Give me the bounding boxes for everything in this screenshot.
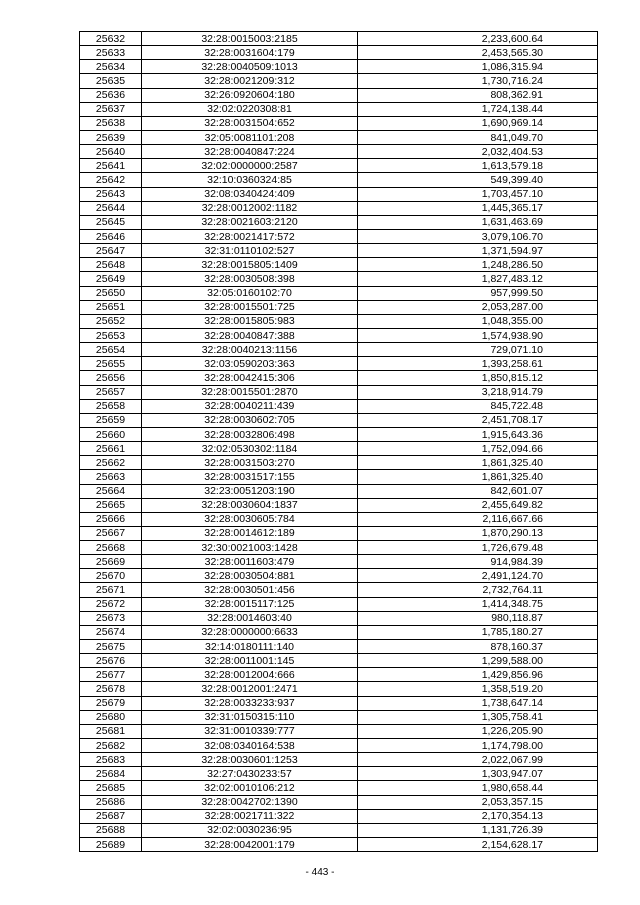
cadastral-value-cell: 1,703,457.10 [358, 187, 598, 201]
row-number-cell: 25640 [80, 145, 142, 159]
cadastral-value-cell: 1,174,798.00 [358, 739, 598, 753]
table-row [80, 456, 598, 470]
table-row [80, 625, 598, 639]
row-number-cell: 25671 [80, 583, 142, 597]
cadastral-value-cell: 1,631,463.69 [358, 215, 598, 229]
cadastral-number-cell: 32:28:0030601:1253 [142, 753, 358, 767]
table-row [80, 569, 598, 583]
cadastral-number-cell: 32:23:0051203:190 [142, 484, 358, 498]
cadastral-number-cell: 32:28:0015805:983 [142, 314, 358, 328]
cadastral-number-cell: 32:02:0000000:2587 [142, 159, 358, 173]
cadastral-value-cell: 1,248,286.50 [358, 258, 598, 272]
cadastral-value-cell: 842,601.07 [358, 484, 598, 498]
cadastral-value-cell: 1,086,315.94 [358, 60, 598, 74]
cadastral-value-cell: 957,999.50 [358, 286, 598, 300]
cadastral-value-cell: 1,131,726.39 [358, 823, 598, 837]
row-number-cell: 25673 [80, 611, 142, 625]
row-number-cell: 25657 [80, 385, 142, 399]
table-row [80, 823, 598, 837]
cadastral-value-cell: 1,738,647.14 [358, 696, 598, 710]
table-row [80, 286, 598, 300]
cadastral-value-cell: 3,079,106.70 [358, 229, 598, 243]
cadastral-value-cell: 1,303,947.07 [358, 767, 598, 781]
table-row [80, 60, 598, 74]
table-row [80, 484, 598, 498]
cadastral-number-cell: 32:31:0110102:527 [142, 244, 358, 258]
registry-table [79, 31, 598, 852]
table-row [80, 272, 598, 286]
row-number-cell: 25669 [80, 555, 142, 569]
cadastral-number-cell: 32:05:0160102:70 [142, 286, 358, 300]
cadastral-value-cell: 1,574,938.90 [358, 328, 598, 342]
cadastral-value-cell: 729,071.10 [358, 343, 598, 357]
cadastral-value-cell: 2,455,649.82 [358, 498, 598, 512]
table-row [80, 130, 598, 144]
cadastral-value-cell: 1,861,325.40 [358, 456, 598, 470]
row-number-cell: 25651 [80, 300, 142, 314]
row-number-cell: 25676 [80, 654, 142, 668]
table-row [80, 258, 598, 272]
cadastral-number-cell: 32:28:0042702:1390 [142, 795, 358, 809]
table-row [80, 696, 598, 710]
cadastral-value-cell: 1,827,483.12 [358, 272, 598, 286]
cadastral-number-cell: 32:28:0014603:40 [142, 611, 358, 625]
row-number-cell: 25688 [80, 823, 142, 837]
row-number-cell: 25632 [80, 32, 142, 46]
cadastral-number-cell: 32:28:0040509:1013 [142, 60, 358, 74]
cadastral-number-cell: 32:28:0031604:179 [142, 46, 358, 60]
table-row [80, 640, 598, 654]
table-row [80, 668, 598, 682]
cadastral-value-cell: 549,399.40 [358, 173, 598, 187]
cadastral-number-cell: 32:28:0021209:312 [142, 74, 358, 88]
cadastral-value-cell: 1,980,658.44 [358, 781, 598, 795]
cadastral-value-cell: 1,726,679.48 [358, 541, 598, 555]
cadastral-value-cell: 1,393,258.61 [358, 357, 598, 371]
table-row [80, 413, 598, 427]
table-row [80, 541, 598, 555]
cadastral-value-cell: 914,984.39 [358, 555, 598, 569]
cadastral-value-cell: 2,233,600.64 [358, 32, 598, 46]
row-number-cell: 25663 [80, 470, 142, 484]
cadastral-number-cell: 32:28:0030508:398 [142, 272, 358, 286]
row-number-cell: 25687 [80, 809, 142, 823]
table-row [80, 526, 598, 540]
row-number-cell: 25685 [80, 781, 142, 795]
cadastral-value-cell: 1,785,180.27 [358, 625, 598, 639]
table-row [80, 597, 598, 611]
cadastral-value-cell: 2,032,404.53 [358, 145, 598, 159]
cadastral-value-cell: 2,022,067.99 [358, 753, 598, 767]
cadastral-number-cell: 32:28:0011603:479 [142, 555, 358, 569]
cadastral-number-cell: 32:28:0015003:2185 [142, 32, 358, 46]
row-number-cell: 25680 [80, 710, 142, 724]
cadastral-number-cell: 32:14:0180111:140 [142, 640, 358, 654]
cadastral-number-cell: 32:28:0030501:456 [142, 583, 358, 597]
cadastral-number-cell: 32:02:0010106:212 [142, 781, 358, 795]
cadastral-value-cell: 2,116,667.66 [358, 512, 598, 526]
row-number-cell: 25636 [80, 88, 142, 102]
cadastral-number-cell: 32:05:0081101:208 [142, 130, 358, 144]
cadastral-value-cell: 841,049.70 [358, 130, 598, 144]
row-number-cell: 25647 [80, 244, 142, 258]
row-number-cell: 25674 [80, 625, 142, 639]
row-number-cell: 25646 [80, 229, 142, 243]
table-row [80, 46, 598, 60]
cadastral-value-cell: 3,218,914.79 [358, 385, 598, 399]
table-row [80, 159, 598, 173]
row-number-cell: 25659 [80, 413, 142, 427]
cadastral-number-cell: 32:28:0040211:439 [142, 399, 358, 413]
registry-table-body [80, 32, 598, 852]
table-row [80, 470, 598, 484]
table-row [80, 781, 598, 795]
cadastral-number-cell: 32:28:0040847:224 [142, 145, 358, 159]
cadastral-value-cell: 1,414,348.75 [358, 597, 598, 611]
cadastral-number-cell: 32:28:0012001:2471 [142, 682, 358, 696]
row-number-cell: 25664 [80, 484, 142, 498]
cadastral-number-cell: 32:31:0010339:777 [142, 724, 358, 738]
row-number-cell: 25677 [80, 668, 142, 682]
row-number-cell: 25641 [80, 159, 142, 173]
cadastral-value-cell: 808,362.91 [358, 88, 598, 102]
cadastral-value-cell: 1,613,579.18 [358, 159, 598, 173]
row-number-cell: 25670 [80, 569, 142, 583]
cadastral-number-cell: 32:28:0015501:2870 [142, 385, 358, 399]
table-row [80, 357, 598, 371]
row-number-cell: 25681 [80, 724, 142, 738]
table-row [80, 809, 598, 823]
table-row [80, 88, 598, 102]
row-number-cell: 25682 [80, 739, 142, 753]
table-row [80, 753, 598, 767]
row-number-cell: 25660 [80, 427, 142, 441]
cadastral-value-cell: 1,305,758.41 [358, 710, 598, 724]
cadastral-number-cell: 32:28:0031503:270 [142, 456, 358, 470]
table-row [80, 583, 598, 597]
table-row [80, 300, 598, 314]
table-row [80, 498, 598, 512]
table-row [80, 371, 598, 385]
cadastral-number-cell: 32:02:0220308:81 [142, 102, 358, 116]
cadastral-number-cell: 32:28:0015501:725 [142, 300, 358, 314]
row-number-cell: 25649 [80, 272, 142, 286]
row-number-cell: 25643 [80, 187, 142, 201]
cadastral-number-cell: 32:28:0015805:1409 [142, 258, 358, 272]
table-row [80, 654, 598, 668]
row-number-cell: 25635 [80, 74, 142, 88]
cadastral-value-cell: 1,915,643.36 [358, 427, 598, 441]
cadastral-value-cell: 2,732,764.11 [358, 583, 598, 597]
row-number-cell: 25637 [80, 102, 142, 116]
table-row [80, 767, 598, 781]
cadastral-value-cell: 980,118.87 [358, 611, 598, 625]
cadastral-value-cell: 878,160.37 [358, 640, 598, 654]
cadastral-value-cell: 2,053,287.00 [358, 300, 598, 314]
row-number-cell: 25633 [80, 46, 142, 60]
cadastral-number-cell: 32:03:0590203:363 [142, 357, 358, 371]
cadastral-value-cell: 1,429,856.96 [358, 668, 598, 682]
row-number-cell: 25683 [80, 753, 142, 767]
row-number-cell: 25686 [80, 795, 142, 809]
cadastral-value-cell: 1,861,325.40 [358, 470, 598, 484]
row-number-cell: 25653 [80, 328, 142, 342]
cadastral-value-cell: 1,850,815.12 [358, 371, 598, 385]
row-number-cell: 25668 [80, 541, 142, 555]
table-row [80, 328, 598, 342]
cadastral-value-cell: 1,358,519.20 [358, 682, 598, 696]
table-row [80, 710, 598, 724]
row-number-cell: 25678 [80, 682, 142, 696]
table-row [80, 314, 598, 328]
cadastral-value-cell: 2,451,708.17 [358, 413, 598, 427]
cadastral-value-cell: 1,752,094.66 [358, 442, 598, 456]
cadastral-number-cell: 32:27:0430233:57 [142, 767, 358, 781]
cadastral-number-cell: 32:28:0015117:125 [142, 597, 358, 611]
registry-table-container [79, 31, 597, 852]
cadastral-value-cell: 845,722.48 [358, 399, 598, 413]
page-number: - 443 - [305, 867, 335, 878]
table-row [80, 385, 598, 399]
table-row [80, 32, 598, 46]
row-number-cell: 25638 [80, 116, 142, 130]
row-number-cell: 25679 [80, 696, 142, 710]
table-row [80, 343, 598, 357]
cadastral-number-cell: 32:28:0011001:145 [142, 654, 358, 668]
table-row [80, 173, 598, 187]
cadastral-number-cell: 32:28:0032806:498 [142, 427, 358, 441]
cadastral-value-cell: 2,170,354.13 [358, 809, 598, 823]
cadastral-value-cell: 1,730,716.24 [358, 74, 598, 88]
row-number-cell: 25634 [80, 60, 142, 74]
cadastral-number-cell: 32:28:0014612:189 [142, 526, 358, 540]
row-number-cell: 25662 [80, 456, 142, 470]
cadastral-value-cell: 1,870,290.13 [358, 526, 598, 540]
table-row [80, 512, 598, 526]
cadastral-value-cell: 1,226,205.90 [358, 724, 598, 738]
table-row [80, 682, 598, 696]
cadastral-number-cell: 32:02:0030236:95 [142, 823, 358, 837]
cadastral-value-cell: 1,724,138.44 [358, 102, 598, 116]
table-row [80, 74, 598, 88]
cadastral-number-cell: 32:28:0030605:784 [142, 512, 358, 526]
cadastral-value-cell: 2,491,124.70 [358, 569, 598, 583]
row-number-cell: 25684 [80, 767, 142, 781]
table-row [80, 201, 598, 215]
row-number-cell: 25652 [80, 314, 142, 328]
cadastral-value-cell: 1,690,969.14 [358, 116, 598, 130]
table-row [80, 838, 598, 852]
cadastral-value-cell: 2,154,628.17 [358, 838, 598, 852]
row-number-cell: 25648 [80, 258, 142, 272]
cadastral-value-cell: 1,445,365.17 [358, 201, 598, 215]
cadastral-number-cell: 32:28:0030504:881 [142, 569, 358, 583]
cadastral-number-cell: 32:28:0042001:179 [142, 838, 358, 852]
table-row [80, 215, 598, 229]
cadastral-number-cell: 32:28:0012004:666 [142, 668, 358, 682]
cadastral-number-cell: 32:28:0000000:6633 [142, 625, 358, 639]
row-number-cell: 25689 [80, 838, 142, 852]
cadastral-number-cell: 32:28:0031517:155 [142, 470, 358, 484]
row-number-cell: 25661 [80, 442, 142, 456]
cadastral-value-cell: 1,371,594.97 [358, 244, 598, 258]
cadastral-number-cell: 32:28:0030602:705 [142, 413, 358, 427]
cadastral-number-cell: 32:08:0340424:409 [142, 187, 358, 201]
cadastral-number-cell: 32:08:0340164:538 [142, 739, 358, 753]
cadastral-number-cell: 32:28:0040213:1156 [142, 343, 358, 357]
table-row [80, 399, 598, 413]
row-number-cell: 25654 [80, 343, 142, 357]
cadastral-value-cell: 1,048,355.00 [358, 314, 598, 328]
table-row [80, 739, 598, 753]
row-number-cell: 25658 [80, 399, 142, 413]
table-row [80, 724, 598, 738]
table-row [80, 555, 598, 569]
cadastral-number-cell: 32:10:0360324:85 [142, 173, 358, 187]
table-row [80, 427, 598, 441]
cadastral-number-cell: 32:28:0040847:388 [142, 328, 358, 342]
row-number-cell: 25656 [80, 371, 142, 385]
table-row [80, 145, 598, 159]
table-row [80, 102, 598, 116]
cadastral-value-cell: 2,053,357.15 [358, 795, 598, 809]
row-number-cell: 25667 [80, 526, 142, 540]
row-number-cell: 25666 [80, 512, 142, 526]
row-number-cell: 25639 [80, 130, 142, 144]
cadastral-number-cell: 32:28:0021711:322 [142, 809, 358, 823]
cadastral-value-cell: 2,453,565.30 [358, 46, 598, 60]
cadastral-number-cell: 32:30:0021003:1428 [142, 541, 358, 555]
table-row [80, 187, 598, 201]
table-row [80, 611, 598, 625]
cadastral-number-cell: 32:28:0033233:937 [142, 696, 358, 710]
table-row [80, 116, 598, 130]
table-row [80, 442, 598, 456]
row-number-cell: 25645 [80, 215, 142, 229]
cadastral-number-cell: 32:02:0530302:1184 [142, 442, 358, 456]
table-row [80, 244, 598, 258]
cadastral-number-cell: 32:26:0920604:180 [142, 88, 358, 102]
cadastral-number-cell: 32:28:0021417:572 [142, 229, 358, 243]
cadastral-number-cell: 32:31:0150315:110 [142, 710, 358, 724]
cadastral-number-cell: 32:28:0042415:306 [142, 371, 358, 385]
cadastral-number-cell: 32:28:0031504:652 [142, 116, 358, 130]
cadastral-value-cell: 1,299,588.00 [358, 654, 598, 668]
cadastral-number-cell: 32:28:0012002:1182 [142, 201, 358, 215]
row-number-cell: 25642 [80, 173, 142, 187]
cadastral-number-cell: 32:28:0030604:1837 [142, 498, 358, 512]
row-number-cell: 25644 [80, 201, 142, 215]
row-number-cell: 25675 [80, 640, 142, 654]
table-row [80, 795, 598, 809]
table-row [80, 229, 598, 243]
cadastral-number-cell: 32:28:0021603:2120 [142, 215, 358, 229]
row-number-cell: 25650 [80, 286, 142, 300]
row-number-cell: 25672 [80, 597, 142, 611]
row-number-cell: 25655 [80, 357, 142, 371]
row-number-cell: 25665 [80, 498, 142, 512]
